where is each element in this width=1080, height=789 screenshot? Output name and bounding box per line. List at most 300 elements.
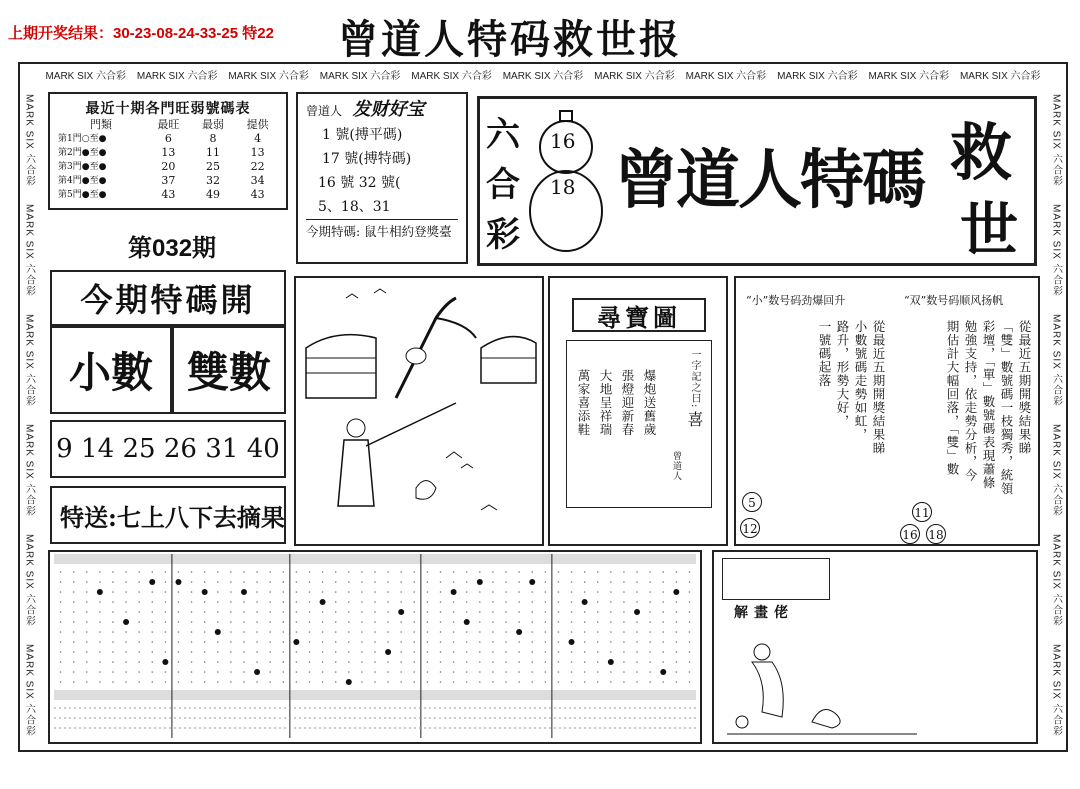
grid-dot — [623, 661, 625, 663]
cold-cell: 32 — [206, 174, 220, 187]
grid-dot — [414, 671, 416, 673]
grid-dot — [217, 651, 219, 653]
grid-dot — [387, 681, 389, 683]
grid-dot — [558, 651, 560, 653]
grid-dot — [322, 581, 324, 583]
grid-dot — [86, 621, 88, 623]
grid-dot — [558, 621, 560, 623]
grid-dot — [296, 681, 298, 683]
grid-dot — [256, 661, 258, 663]
grid-dot — [217, 681, 219, 683]
grid-dot — [361, 591, 363, 593]
grid-dot — [466, 641, 468, 643]
banner-right-char: 世 — [960, 196, 1019, 264]
grid-dot — [623, 641, 625, 643]
grid-dot — [531, 651, 533, 653]
grid-dot — [256, 631, 258, 633]
grid-dot — [649, 681, 651, 683]
grid-dot — [584, 681, 586, 683]
grid-dot — [479, 651, 481, 653]
grid-dot — [73, 671, 75, 673]
grid-dot — [60, 631, 62, 633]
grid-dot — [86, 651, 88, 653]
grid-dot — [571, 681, 573, 683]
grid-dot — [112, 631, 114, 633]
grid-dot — [361, 651, 363, 653]
grid-dot — [296, 631, 298, 633]
grid-dot — [584, 571, 586, 573]
grid-dot — [204, 641, 206, 643]
grid-dot — [99, 621, 101, 623]
grid-dot — [178, 591, 180, 593]
grid-dot — [453, 581, 455, 583]
grid-dot — [335, 651, 337, 653]
grid-dot — [584, 611, 586, 613]
hot-cell: 13 — [161, 146, 176, 159]
grid-dot — [178, 571, 180, 573]
grid-dot — [99, 631, 101, 633]
banner-side-char: 彩 — [486, 215, 520, 255]
grid-mark — [346, 679, 352, 685]
grid-mark — [398, 609, 404, 615]
grid-dot — [387, 571, 389, 573]
grid-dot — [440, 601, 442, 603]
number-pick: 31 — [205, 434, 239, 464]
rank-table-box — [48, 92, 288, 210]
grid-mark — [254, 669, 260, 675]
grid-dot — [505, 621, 507, 623]
grid-dot — [99, 681, 101, 683]
number-pick: 26 — [163, 434, 197, 464]
grid-dot — [545, 631, 547, 633]
grid-dot — [623, 631, 625, 633]
grid-dot — [269, 651, 271, 653]
grid-dot — [112, 621, 114, 623]
grid-dot — [282, 641, 284, 643]
grid-dot — [400, 581, 402, 583]
brand-label: MARK SIX 六合彩 — [136, 70, 218, 82]
grid-dot — [73, 571, 75, 573]
banner-number: 16 — [550, 129, 576, 153]
grid-dot — [505, 641, 507, 643]
grid-dot — [151, 601, 153, 603]
grid-dot — [112, 611, 114, 613]
brand-label: MARK SIX 六合彩 — [23, 313, 35, 407]
grid-dot — [453, 611, 455, 613]
analysis-column: 從最近五期開獎結果睇 — [871, 320, 886, 455]
grid-dot — [610, 651, 612, 653]
grid-dot — [374, 581, 376, 583]
grid-dot — [125, 601, 127, 603]
grid-dot — [492, 671, 494, 673]
treasure-title-box — [572, 298, 706, 332]
grid-dot — [649, 571, 651, 573]
grid-dot — [597, 641, 599, 643]
analysis-column: 從最近五期開獎結果睇 — [1017, 320, 1032, 455]
grid-dot — [256, 571, 258, 573]
grid-dot — [217, 641, 219, 643]
grid-dot — [322, 641, 324, 643]
grid-dot — [571, 591, 573, 593]
grid-dot — [479, 601, 481, 603]
grid-dot — [505, 611, 507, 613]
brand-label: MARK SIX 六合彩 — [1050, 533, 1062, 627]
grid-dot — [230, 681, 232, 683]
grid-dot — [649, 651, 651, 653]
grid-dot — [558, 601, 560, 603]
grid-dot — [518, 591, 520, 593]
grid-dot — [243, 611, 245, 613]
grid-dot — [414, 601, 416, 603]
brand-label: MARK SIX 六合彩 — [1050, 313, 1062, 407]
grid-dot — [505, 631, 507, 633]
grid-dot — [151, 671, 153, 673]
brand-label: MARK SIX 六合彩 — [1050, 643, 1062, 737]
grid-dot — [73, 681, 75, 683]
grid-dot — [335, 631, 337, 633]
banner-side-char: 六 — [486, 115, 520, 155]
grid-dot — [545, 671, 547, 673]
grid-dot — [649, 601, 651, 603]
size-box — [50, 326, 172, 414]
table-row — [56, 174, 280, 188]
small-headline: “小”数号码劲爆回升 — [746, 294, 846, 307]
grid-dot — [178, 611, 180, 613]
brand-label: MARK SIX 六合彩 — [1050, 423, 1062, 517]
newspaper-title: 曾道人特码救世报 — [338, 16, 682, 63]
grid-dot — [99, 581, 101, 583]
grid-dot — [296, 611, 298, 613]
grid-dot — [440, 651, 442, 653]
grid-dot — [60, 571, 62, 573]
puzzle-blank — [722, 558, 830, 600]
grid-dot — [138, 631, 140, 633]
grid-dot — [505, 571, 507, 573]
grid-dot — [191, 581, 193, 583]
grid-dot — [387, 611, 389, 613]
grid-dot — [256, 651, 258, 653]
brand-label: MARK SIX 六合彩 — [959, 70, 1041, 82]
grid-dot — [348, 661, 350, 663]
fortune-box — [296, 92, 468, 264]
table-row — [56, 160, 280, 174]
grid-dot — [86, 571, 88, 573]
grid-dot — [518, 571, 520, 573]
grid-dot — [243, 621, 245, 623]
grid-dot — [73, 581, 75, 583]
grid-dot — [125, 631, 127, 633]
grid-dot — [204, 631, 206, 633]
grid-dot — [60, 661, 62, 663]
grid-dot — [689, 571, 691, 573]
grid-dot — [138, 621, 140, 623]
grid-dot — [453, 601, 455, 603]
grid-dot — [348, 611, 350, 613]
grid-dot — [584, 671, 586, 673]
grid-dot — [335, 581, 337, 583]
row-label: 第2門●至● — [58, 148, 107, 158]
grid-dot — [335, 661, 337, 663]
grid-dot — [178, 631, 180, 633]
grid-dot — [597, 631, 599, 633]
grid-dot — [440, 611, 442, 613]
grid-dot — [440, 681, 442, 683]
grid-dot — [518, 661, 520, 663]
grid-dot — [492, 601, 494, 603]
grid-dot — [676, 631, 678, 633]
grid-dot — [636, 601, 638, 603]
grid-dot — [86, 681, 88, 683]
grid-dot — [689, 631, 691, 633]
grid-dot — [453, 661, 455, 663]
grid-dot — [151, 591, 153, 593]
grid-dot — [676, 611, 678, 613]
grid-dot — [99, 601, 101, 603]
grid-dot — [400, 651, 402, 653]
grid-dot — [610, 581, 612, 583]
grid-dot — [99, 671, 101, 673]
grid-dot — [86, 591, 88, 593]
grid-dot — [112, 581, 114, 583]
grid-dot — [282, 681, 284, 683]
grid-mark — [149, 579, 155, 585]
grid-dot — [479, 611, 481, 613]
grid-dot — [60, 611, 62, 613]
grid-dot — [322, 571, 324, 573]
grid-dot — [165, 681, 167, 683]
grid-dot — [269, 631, 271, 633]
special-send-box — [50, 486, 286, 544]
grid-dot — [545, 581, 547, 583]
grid-dot — [414, 591, 416, 593]
grid-dot — [584, 591, 586, 593]
grid-dot — [217, 611, 219, 613]
grid-dot — [361, 621, 363, 623]
grid-dot — [230, 591, 232, 593]
grid-mark — [516, 629, 522, 635]
puzzle-illustration — [722, 622, 922, 740]
grid-dot — [191, 661, 193, 663]
grid-dot — [374, 621, 376, 623]
grid-dot — [256, 601, 258, 603]
grid-dot — [545, 591, 547, 593]
grid-dot — [466, 661, 468, 663]
grid-dot — [282, 601, 284, 603]
grid-dot — [309, 671, 311, 673]
grid-dot — [558, 681, 560, 683]
grid-dot — [374, 631, 376, 633]
grid-dot — [636, 681, 638, 683]
grid-dot — [309, 661, 311, 663]
grid-dot — [427, 611, 429, 613]
grid-dot — [584, 641, 586, 643]
grid-dot — [453, 651, 455, 653]
grid-dot — [348, 591, 350, 593]
grid-dot — [86, 631, 88, 633]
grid-dot — [662, 651, 664, 653]
grid-dot — [282, 651, 284, 653]
treasure-title: 尋寶圖 — [597, 302, 681, 332]
grid-dot — [86, 641, 88, 643]
grid-dot — [571, 651, 573, 653]
grid-dot — [387, 591, 389, 593]
grid-dot — [309, 631, 311, 633]
grid-dot — [269, 601, 271, 603]
brand-label: MARK SIX 六合彩 — [411, 70, 492, 82]
grid-dot — [610, 631, 612, 633]
grid-dot — [584, 621, 586, 623]
grid-dot — [492, 581, 494, 583]
special-head-box — [50, 270, 286, 326]
treasure-box — [548, 276, 728, 546]
grid-dot — [676, 671, 678, 673]
grid-dot — [597, 581, 599, 583]
hint-head: 一字記之曰: — [689, 349, 700, 409]
poem-line: 大地呈祥瑞 — [598, 369, 613, 437]
grid-dot — [204, 611, 206, 613]
grid-dot — [427, 631, 429, 633]
grid-dot — [191, 681, 193, 683]
grid-dot — [243, 631, 245, 633]
grid-dot — [322, 631, 324, 633]
grid-dot — [597, 681, 599, 683]
brand-label: MARK SIX 六合彩 — [23, 423, 35, 517]
last-result-label: 上期开奖结果：30-23-08-24-33-25 特22 — [8, 25, 274, 42]
grid-dot — [99, 661, 101, 663]
grid-dot — [662, 611, 664, 613]
grid-dot — [348, 641, 350, 643]
grid-dot — [505, 661, 507, 663]
grid-mark — [320, 599, 326, 605]
grid-dot — [178, 601, 180, 603]
grid-dot — [387, 631, 389, 633]
grid-dot — [387, 641, 389, 643]
grid-dot — [256, 581, 258, 583]
grid-dot — [243, 581, 245, 583]
grid-dot — [453, 681, 455, 683]
grid-dot — [662, 681, 664, 683]
brand-strip-top — [40, 65, 1046, 83]
grid-dot — [531, 571, 533, 573]
grid-dot — [178, 641, 180, 643]
grid-dot — [466, 591, 468, 593]
grid-dot — [505, 601, 507, 603]
grid-dot — [243, 661, 245, 663]
grid-dot — [623, 611, 625, 613]
grid-dot — [296, 571, 298, 573]
grid-dot — [138, 681, 140, 683]
grid-dot — [558, 671, 560, 673]
grid-dot — [492, 621, 494, 623]
grid-dot — [73, 641, 75, 643]
grid-dot — [151, 651, 153, 653]
grid-dot — [191, 641, 193, 643]
poem-line: 爆炮送舊歲 — [642, 369, 657, 437]
grid-dot — [256, 591, 258, 593]
grid-dot — [492, 591, 494, 593]
grid-dot — [558, 661, 560, 663]
grid-dot — [479, 591, 481, 593]
grid-dot — [309, 591, 311, 593]
grid-dot — [204, 621, 206, 623]
grid-dot — [387, 671, 389, 673]
grid-dot — [531, 621, 533, 623]
grid-dot — [662, 661, 664, 663]
grid-dot — [309, 611, 311, 613]
title-banner — [477, 96, 1037, 266]
header-cell: 最弱 — [202, 118, 224, 131]
grid-dot — [545, 611, 547, 613]
grid-dot — [138, 601, 140, 603]
grid-dot — [623, 651, 625, 653]
parity-box — [172, 326, 286, 414]
grid-dot — [335, 571, 337, 573]
grid-dot — [414, 581, 416, 583]
banner-title: 曾道人特碼 — [614, 143, 924, 218]
grid-dot — [335, 611, 337, 613]
grid-dot — [99, 571, 101, 573]
grid-dot — [322, 611, 324, 613]
grid-dot — [597, 651, 599, 653]
grid-dot — [649, 621, 651, 623]
grid-dot — [440, 661, 442, 663]
grid-dot — [348, 571, 350, 573]
grid-dot — [230, 621, 232, 623]
grid-dot — [243, 641, 245, 643]
grid-dot — [400, 631, 402, 633]
banner-side-char: 合 — [486, 165, 520, 205]
grid-dot — [165, 611, 167, 613]
grid-mark — [175, 579, 181, 585]
grid-dot — [374, 601, 376, 603]
grid-dot — [531, 611, 533, 613]
grid-dot — [60, 591, 62, 593]
grid-dot — [623, 591, 625, 593]
row-label: 第4門●至● — [58, 176, 107, 186]
grid-dot — [125, 581, 127, 583]
grid-dot — [505, 681, 507, 683]
brand-label: MARK SIX 六合彩 — [23, 533, 35, 627]
grid-dot — [256, 641, 258, 643]
brand-label: MARK SIX 六合彩 — [45, 70, 127, 82]
grid-mark — [241, 589, 247, 595]
grid-dot — [518, 611, 520, 613]
hot-cell: 6 — [164, 132, 172, 145]
fortune-author: 曾道人 — [306, 104, 343, 118]
grid-dot — [335, 621, 337, 623]
grid-dot — [282, 591, 284, 593]
grid-dot — [112, 641, 114, 643]
grid-dot — [689, 611, 691, 613]
grid-dot — [204, 571, 206, 573]
grid-dot — [400, 661, 402, 663]
grid-dot — [505, 581, 507, 583]
grid-dot — [230, 651, 232, 653]
grid-dot — [387, 581, 389, 583]
grid-dot — [518, 681, 520, 683]
grid-dot — [610, 621, 612, 623]
issue-number: 第032期 — [128, 235, 217, 262]
grid-dot — [178, 661, 180, 663]
history-grid — [50, 552, 700, 742]
fortune-line: 5、18、31 — [318, 199, 391, 215]
table-row — [56, 188, 280, 202]
grid-dot — [165, 631, 167, 633]
grid-dot — [256, 681, 258, 683]
hot-cell: 37 — [161, 174, 176, 187]
grid-dot — [374, 671, 376, 673]
scroll-panel — [566, 340, 712, 508]
